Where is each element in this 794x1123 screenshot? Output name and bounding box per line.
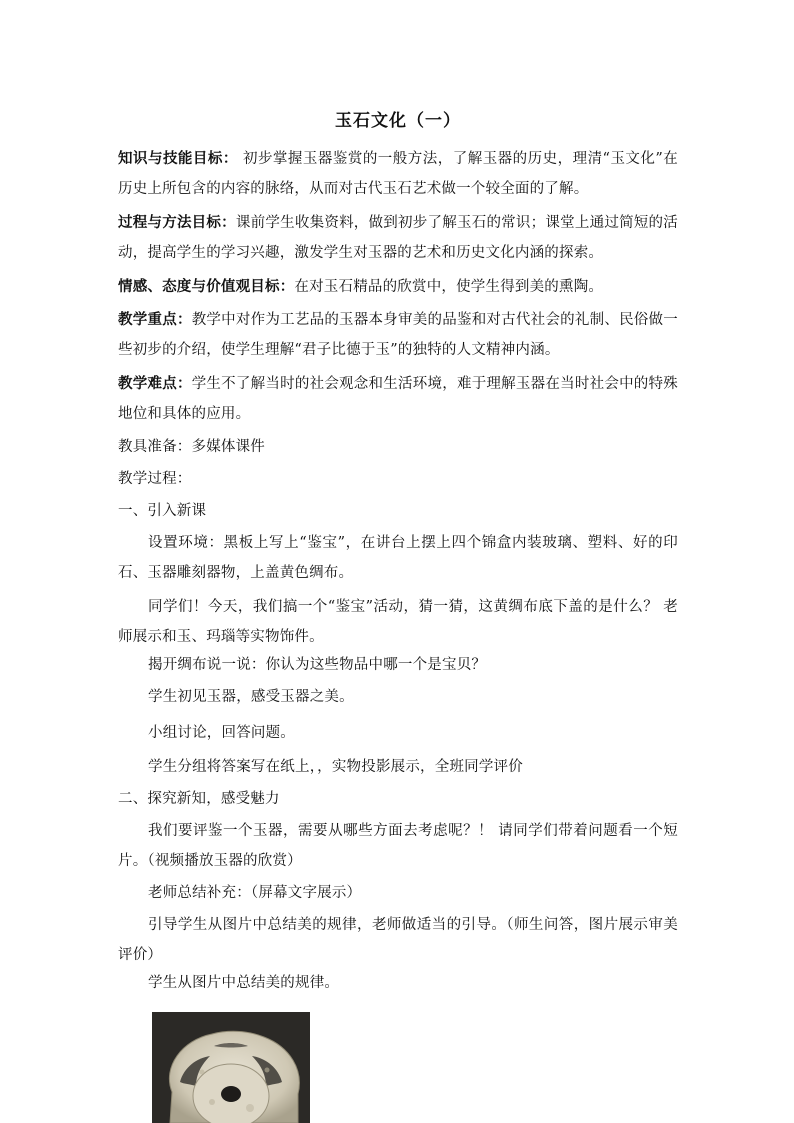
section1-paragraph-1: 设置环境：黑板上写上“鉴宝”，在讲台上摆上四个锦盒内装玻璃、塑料、好的印石、玉器雕刻器物，上盖黄色绸布。: [118, 535, 678, 581]
difficulty-label: 教学难点：: [118, 375, 192, 392]
page-title: 玉石文化（一）: [335, 111, 461, 131]
knowledge-objective-label: 知识与技能目标：: [118, 150, 238, 167]
key-point: [118, 305, 678, 365]
knowledge-objective-text: 初步掌握玉器鉴赏的一般方法，了解玉器的历史，理清“玉文化”在历史上所包含的内容的脉络，从而对古代玉石艺术做一个较全面的了解。: [118, 151, 678, 197]
jade-disc-illustration: [152, 1012, 310, 1123]
section1-paragraph-2: 同学们！今天，我们搞一个“鉴宝”活动，猜一猜，这黄绸布底下盖的是什么？ 老师展示和玉、玛瑙等实物饰件。: [118, 599, 678, 645]
section1-paragraph-5: 小组讨论，回答问题。: [148, 725, 295, 741]
difficulty: [118, 369, 678, 429]
jade-center-hole: [221, 1086, 241, 1102]
key-point-label: 教学重点：: [118, 311, 192, 328]
process-objective: [118, 208, 678, 268]
key-point-text: 教学中对作为工艺品的玉器本身审美的品鉴和对古代社会的礼制、民俗做一些初步的介绍，使学生理解“君子比德于玉”的独特的人文精神内涵。: [118, 312, 678, 358]
section1-heading: 一、引入新课: [118, 503, 207, 519]
equipment: 教具准备：多媒体课件: [118, 439, 265, 455]
document-page: [118, 0, 678, 1123]
section2-paragraph-3: 引导学生从图片中总结美的规律，老师做适当的引导。（师生问答，图片展示审美评价）: [118, 917, 678, 963]
emotion-objective: [118, 272, 678, 302]
section2-paragraph-4: 学生从图片中总结美的规律。: [148, 975, 340, 991]
section2-heading: 二、探究新知，感受魅力: [118, 791, 280, 807]
emotion-objective-label: 情感、态度与价值观目标：: [118, 278, 295, 295]
jade-artifact-photo: [152, 1012, 310, 1123]
process-objective-text: 课前学生收集资料，做到初步了解玉石的常识；课堂上通过简短的活动，提高学生的学习兴趣，激发学生对玉器的艺术和历史文化内涵的探索。: [118, 215, 678, 261]
emotion-objective-text: 在对玉石精品的欣赏中，使学生得到美的熏陶。: [294, 279, 604, 295]
difficulty-text: 学生不了解当时的社会观念和生活环境，难于理解玉器在当时社会中的特殊地位和具体的应用。: [118, 376, 678, 422]
section2-paragraph-1: 我们要评鉴一个玉器，需要从哪些方面去考虑呢？！ 请同学们带着问题看一个短片。（视频播放玉器的欣赏）: [118, 823, 678, 869]
section2-paragraph-2: 老师总结补充：（屏幕文字展示）: [148, 885, 362, 901]
section1-paragraph-6: 学生分组将答案写在纸上，，实物投影展示，全班同学评价: [148, 759, 523, 775]
process-objective-label: 过程与方法目标：: [118, 214, 236, 231]
knowledge-objective: [118, 144, 678, 204]
process-heading: 教学过程：: [118, 471, 192, 487]
section1-paragraph-3: 揭开绸布说一说：你认为这些物品中哪一个是宝贝？: [148, 657, 487, 673]
section1-paragraph-4: 学生初见玉器，感受玉器之美。: [148, 689, 354, 705]
